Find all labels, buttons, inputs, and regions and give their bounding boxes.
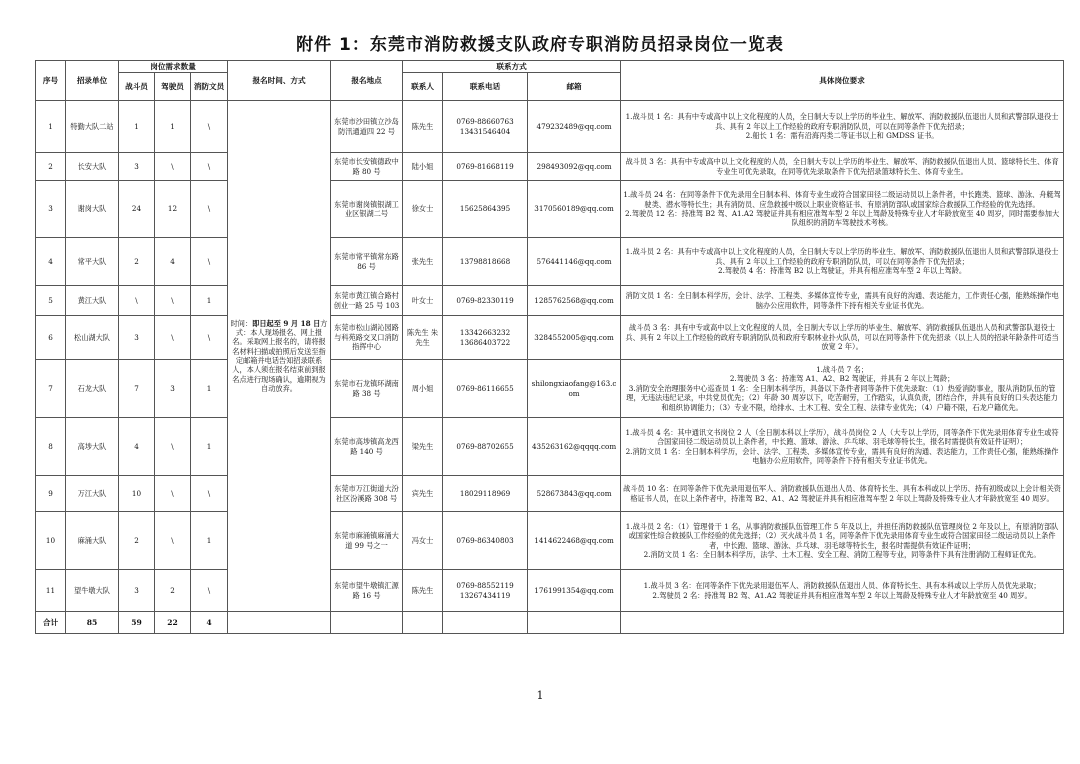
row-seq: 2: [36, 153, 66, 181]
row-clerk-count: 1: [191, 512, 228, 570]
phone-number: 13431546404: [459, 126, 511, 136]
row-driver-count: 3: [155, 360, 191, 418]
table-row: [36, 316, 1064, 360]
row-location: 东莞市黄江镇合路村创业一路 25 号 103: [331, 286, 403, 316]
requirement-line: 2.驾驶员 2 名：持准驾 B2 驾、A1.A2 驾驶证并具有相应准驾车型 2 年以上驾龄及特殊专业人才年龄放宽至 40 周岁。: [652, 590, 1032, 600]
row-driver-count: \: [155, 512, 191, 570]
table-row: [36, 360, 1064, 418]
row-requirements: [621, 316, 1064, 360]
row-fighter-count: 7: [119, 360, 155, 418]
row-unit: 特勤大队二站: [66, 101, 119, 153]
row-contact-person: 陆小姐: [403, 153, 443, 181]
requirement-line: 1.战斗员 4 名：其中通讯文书岗位 2 人（全日制本科以上学历），战斗员岗位 2 人（大专以上学历，同等条件下优先录用体育专业生或符合国家田径二级运动员以上条件者，中长跑、篮球、游泳、乒乓球、羽毛球等特长生，报名时需提供有效证件证明）；: [625, 427, 1059, 447]
row-driver-count: 4: [155, 238, 191, 286]
row-unit: 万江大队: [66, 476, 119, 512]
row-requirements: [621, 286, 1064, 316]
row-driver-count: \: [155, 153, 191, 181]
row-driver-count: \: [155, 476, 191, 512]
row-contact-person: 宾先生: [403, 476, 443, 512]
header-contact-group: 联系方式: [403, 61, 621, 73]
row-email: 3170560189@qq.com: [528, 181, 621, 238]
row-fighter-count: \: [119, 286, 155, 316]
row-fighter-count: 4: [119, 418, 155, 476]
row-requirements: [621, 181, 1064, 238]
row-unit: 长安大队: [66, 153, 119, 181]
header-fighter: 战斗员: [119, 73, 155, 101]
row-requirements: [621, 101, 1064, 153]
row-contact-person: 周小姐: [403, 360, 443, 418]
requirement-line: 战斗员 10 名：在同等条件下优先录用退伍军人、消防救援队伍退出人员、体育特长生、具有本科或以上学历、持有初级或以上会计相关资格证书人员，在以上条件者中，持准驾 B2、A1、A2 驾驶证并具有相应准驾车型 2 年以上驾龄及特殊专业人才年龄放宽至 40 周岁。: [623, 484, 1061, 503]
row-driver-count: 12: [155, 181, 191, 238]
table-body: [36, 101, 1064, 612]
phone-number: 0769-82330119: [456, 295, 514, 305]
document-title: 附件 1：东莞市消防救援支队政府专职消防员招录岗位一览表: [296, 35, 784, 55]
row-driver-count: \: [155, 286, 191, 316]
table-row: [36, 570, 1064, 612]
row-location: 东莞市沙田镇立沙岛防汛通道四 22 号: [331, 101, 403, 153]
row-email: 1761991354@qq.com: [528, 570, 621, 612]
row-driver-count: \: [155, 418, 191, 476]
table-row: [36, 286, 1064, 316]
requirement-line: 2.消防文员 1 名：全日制本科学历，法学、土木工程、安全工程、消防工程等专业，同等条件下具有注册消防工程师证优先。: [643, 549, 1041, 559]
row-clerk-count: \: [191, 476, 228, 512]
row-seq: 3: [36, 181, 66, 238]
header-location: 报名地点: [331, 61, 403, 101]
row-fighter-count: 2: [119, 238, 155, 286]
recruitment-table: [35, 60, 1064, 634]
row-phone: [443, 360, 528, 418]
table-row: [36, 238, 1064, 286]
row-email: 298493092@qq.com: [528, 153, 621, 181]
row-clerk-count: \: [191, 238, 228, 286]
row-phone: [443, 181, 528, 238]
row-seq: 4: [36, 238, 66, 286]
row-clerk-count: \: [191, 153, 228, 181]
row-fighter-count: 1: [119, 101, 155, 153]
row-location: 东莞市松山湖沁园路与科苑路交叉口消防指挥中心: [331, 316, 403, 360]
totals-fighter: 59: [119, 612, 155, 634]
header-seq: 序号: [36, 61, 66, 101]
row-email: 435263162@qqqq.com: [528, 418, 621, 476]
row-fighter-count: 3: [119, 316, 155, 360]
row-clerk-count: \: [191, 570, 228, 612]
requirement-line: 1.战斗员 2 名：（1）管理骨干 1 名，从事消防救援队伍管理工作 5 年及以上，并担任消防救援队伍管理岗位 2 年及以上，有原消防部队或国家性综合救援队工作经验的优先选择；（2）灭火战斗员 1 名，同等条件下优先录用体育专业生或符合国家田径二级运动员以上条件者，中长跑、篮球、游泳、乒乓球、羽毛球等特长生，报名时需提供有效证件证明；: [625, 521, 1059, 550]
requirement-line: 2.消防文员 1 名：全日制本科学历，会计、法学、工程类、多媒体宣传专业，需具有良好的沟通、表达能力，工作责任心强，能熟练操作电脑办公应用软件，同等条件下持有相关专业证书优先。: [625, 446, 1059, 465]
row-seq: 11: [36, 570, 66, 612]
row-location: 东莞市麻涌镇麻涌大道 99 号之一: [331, 512, 403, 570]
row-contact-person: 叶女士: [403, 286, 443, 316]
row-seq: 9: [36, 476, 66, 512]
phone-number: 0769-81668119: [456, 161, 514, 171]
row-unit: 松山湖大队: [66, 316, 119, 360]
requirement-line: 2.驾驶员 3 名：持准驾 A1、A2、B2 驾驶证，并具有 2 年以上驾龄；: [729, 374, 955, 384]
row-unit: 谢岗大队: [66, 181, 119, 238]
requirement-line: 消防文员 1 名：全日制本科学历，会计、法学、工程类、多媒体宣传专业，需具有良好的沟通、表达能力，工作责任心强，能熟练操作电脑办公应用软件，同等条件下持有相关专业证书优先。: [625, 291, 1059, 310]
row-email: 3284552005@qq.com: [528, 316, 621, 360]
totals-label: 合计: [36, 612, 66, 634]
row-requirements: [621, 238, 1064, 286]
row-unit: 石龙大队: [66, 360, 119, 418]
row-contact-person: 梁先生: [403, 418, 443, 476]
row-clerk-count: 1: [191, 418, 228, 476]
row-driver-count: 1: [155, 101, 191, 153]
row-location: 东莞市谢岗镇银湖工业区银湖二号: [331, 181, 403, 238]
table-row: [36, 153, 1064, 181]
requirement-line: 2.船长 1 名：需有沿海丙类二等证书以上和 GMDSS 证书。: [745, 131, 939, 141]
totals-clerk: 4: [191, 612, 228, 634]
row-location: 东莞市石龙镇环湖南路 38 号: [331, 360, 403, 418]
row-seq: 10: [36, 512, 66, 570]
row-contact-person: 陈先生 朱先生: [403, 316, 443, 360]
requirement-line: 战斗员 3 名：具有中专或高中以上文化程度的人员，全日制大专以上学历的毕业生、解放军、消防救援队伍退出人员、篮球特长生、体育专业生可优先录取，在同等优先录取条件下优先招录篮球特长生、体育专业生。: [625, 157, 1059, 176]
header-driver: 驾驶员: [155, 73, 191, 101]
row-driver-count: 2: [155, 570, 191, 612]
row-phone: [443, 570, 528, 612]
row-requirements: [621, 360, 1064, 418]
row-clerk-count: \: [191, 101, 228, 153]
registration-note: [228, 101, 331, 612]
header-time: 报名时间、方式: [228, 61, 331, 101]
row-fighter-count: 3: [119, 570, 155, 612]
registration-note-deadline: 即日起至 9 月 18 日: [252, 318, 321, 328]
totals-driver: 22: [155, 612, 191, 634]
row-clerk-count: 1: [191, 360, 228, 418]
table-row: [36, 181, 1064, 238]
row-requirements: [621, 153, 1064, 181]
row-email: 479232489@qq.com: [528, 101, 621, 153]
page-number: 1: [536, 689, 544, 702]
row-unit: 麻涌大队: [66, 512, 119, 570]
requirement-line: 1.战斗员 1 名：具有中专或高中以上文化程度的人员，全日制大专以上学历的毕业生、解放军、消防救援队伍退出人员和武警部队退役士兵、具有 2 年以上工作经验的政府专职消防队员，可以在同等条件下优先招录；: [625, 112, 1059, 131]
row-driver-count: \: [155, 316, 191, 360]
row-phone: [443, 476, 528, 512]
row-seq: 8: [36, 418, 66, 476]
totals-row: [36, 612, 1064, 634]
row-email: shilongxiaofang@163.com: [528, 360, 621, 418]
row-requirements: [621, 570, 1064, 612]
row-location: 东莞市望牛墩镇汇源路 16 号: [331, 570, 403, 612]
row-email: 576441146@qq.com: [528, 238, 621, 286]
row-email: 1414622468@qq.com: [528, 512, 621, 570]
header-clerk: 消防文员: [191, 73, 228, 101]
row-contact-person: 陈先生: [403, 570, 443, 612]
registration-note-prefix: 时间：: [230, 318, 253, 328]
phone-number: 13267434119: [459, 590, 511, 600]
table-row: [36, 418, 1064, 476]
row-fighter-count: 24: [119, 181, 155, 238]
row-contact-person: 张先生: [403, 238, 443, 286]
header-demand-group: 岗位需求数量: [119, 61, 228, 73]
header-phone: 联系电话: [443, 73, 528, 101]
header-requirements: 具体岗位要求: [621, 61, 1064, 101]
row-phone: [443, 238, 528, 286]
totals-all: 85: [66, 612, 119, 634]
row-clerk-count: 1: [191, 286, 228, 316]
table-row: [36, 476, 1064, 512]
registration-note-text: 方式：本人现场报名、网上报名。采取网上报名的，请将报名材料扫描或拍照后发送至指定邮箱并电话告知招录联系人，本人须在报名结束前到报名点进行现场确认，逾期视为自动放弃。: [232, 318, 328, 394]
phone-number: 0769-86116655: [456, 383, 514, 393]
requirement-line: 3.消防安全治理服务中心巡查员 1 名：全日制本科学历，具备以下条件者同等条件下优先录取：（1）热爱消防事业，服从消防队伍的管理，无违法违纪记录，中共党员优先；（2）年龄 30 周岁以下，吃苦耐劳，工作踏实，认真负责，团结合作，并具有良好的口头表达能力和组织协调能力；（3）专业不限，给排水、土木工程、安全工程、法律专业优先；（4）户籍不限，石龙户籍优先。: [626, 383, 1058, 412]
row-requirements: [621, 512, 1064, 570]
phone-number: 0769-88660763: [456, 117, 514, 127]
table-row: [36, 512, 1064, 570]
phone-number: 13798818668: [459, 256, 511, 266]
row-location: 东莞市高埗镇高龙西路 140 号: [331, 418, 403, 476]
row-unit: 高埗大队: [66, 418, 119, 476]
phone-number: 13686403722: [459, 337, 511, 347]
phone-number: 0769-88702655: [456, 441, 514, 451]
requirement-line: 1.战斗员 24 名：在同等条件下优先录用全日制本科、体育专业生或符合国家田径二级运动员以上条件者，中长跑类、篮球、游泳、舟艇驾驶类、潜水等特长生；具有消防员、应急救援中级以上职业资格证书、有原消防部队或国家综合救援队工作经验的优先选择。: [623, 190, 1061, 209]
requirement-line: 1.战斗员 3 名：在同等条件下优先录用退伍军人、消防救援队伍退出人员、体育特长生、具有本科或以上学历人员优先录取；: [643, 581, 1041, 591]
row-email: 1285762568@qq.com: [528, 286, 621, 316]
row-seq: 6: [36, 316, 66, 360]
row-seq: 7: [36, 360, 66, 418]
requirement-line: 2.驾驶员 12 名：持准驾 B2 驾、A1.A2 驾驶证并具有相应准驾车型 2 年以上驾龄及特殊专业人才年龄放宽至 40 周岁，同时需要参加大队组织的消防车驾驶技术考核。: [624, 209, 1060, 228]
row-fighter-count: 10: [119, 476, 155, 512]
row-phone: [443, 153, 528, 181]
header-unit: 招录单位: [66, 61, 119, 101]
row-phone: [443, 316, 528, 360]
phone-number: 18029118969: [459, 488, 511, 498]
row-location: 东莞市长安镇德政中路 80 号: [331, 153, 403, 181]
header-email: 邮箱: [528, 73, 621, 101]
requirement-line: 1.战斗员 7 名；: [816, 365, 869, 375]
row-requirements: [621, 476, 1064, 512]
row-contact-person: 陈先生: [403, 101, 443, 153]
row-unit: 望牛墩大队: [66, 570, 119, 612]
row-contact-person: 徐女士: [403, 181, 443, 238]
row-requirements: [621, 418, 1064, 476]
row-location: 东莞市常平镇常东路 86 号: [331, 238, 403, 286]
phone-number: 0769-88552119: [456, 581, 514, 591]
row-unit: 常平大队: [66, 238, 119, 286]
row-phone: [443, 286, 528, 316]
row-seq: 1: [36, 101, 66, 153]
requirement-line: 2.驾驶员 4 名：持准驾 B2 以上驾驶证，并具有相应准驾车型 2 年以上驾龄。: [718, 266, 967, 276]
requirement-line: 战斗员 3 名：具有中专或高中以上文化程度的人员，全日制大专以上学历的毕业生、解放军、消防救援队伍退出人员和武警部队退役士兵、具有 2 年以上工作经验的政府专职消防队员和政府专职林业扑火队员，可以在同等条件下优先招录（以上人员的招录年龄条件可适当放宽 2 年）。: [625, 323, 1059, 352]
row-location: 东莞市万江街道大汾社区汾溪路 308 号: [331, 476, 403, 512]
row-clerk-count: \: [191, 316, 228, 360]
row-fighter-count: 2: [119, 512, 155, 570]
header-contact-person: 联系人: [403, 73, 443, 101]
row-phone: [443, 101, 528, 153]
row-clerk-count: \: [191, 181, 228, 238]
row-seq: 5: [36, 286, 66, 316]
row-contact-person: 冯女士: [403, 512, 443, 570]
phone-number: 13342663232: [459, 328, 511, 338]
row-unit: 黄江大队: [66, 286, 119, 316]
row-fighter-count: 3: [119, 153, 155, 181]
row-email: 528673843@qq.com: [528, 476, 621, 512]
requirement-line: 1.战斗员 2 名：具有中专或高中以上文化程度的人员，全日制大专以上学历的毕业生、解放军、消防救援队伍退出人员和武警部队退役士兵、具有 2 年以上工作经验的政府专职消防队员，可以在同等条件下优先招录；: [625, 247, 1059, 266]
row-phone: [443, 512, 528, 570]
phone-number: 0769-86340803: [456, 535, 514, 545]
phone-number: 15625864395: [459, 204, 511, 214]
table-row: [36, 101, 1064, 153]
row-phone: [443, 418, 528, 476]
